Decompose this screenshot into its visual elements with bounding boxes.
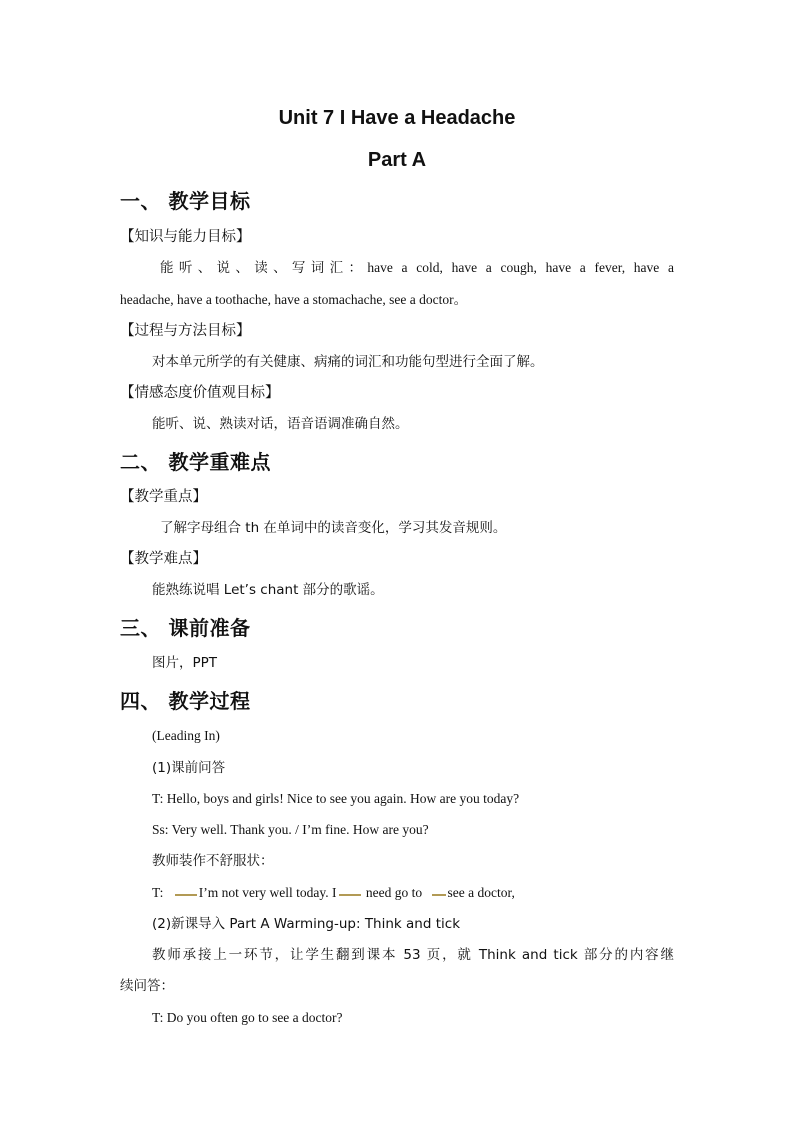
dialogue-t2 — [152, 883, 515, 903]
emotion-objectives-text: 能听、说、熟读对话，语音语调准确自然。 — [152, 416, 409, 432]
label-teaching-difficulty: 【教学难点】 — [120, 551, 207, 567]
knowledge-line-2: headache, have a toothache, have a stomachache, see a doctor。 — [120, 292, 468, 307]
teacher-action: 教师装作不舒服状： — [152, 853, 274, 869]
document-subtitle: Part A — [367, 149, 427, 171]
teaching-difficulty-text: 能熟练说唱 Let’s chant 部分的歌谣。 — [152, 582, 384, 598]
label-teaching-focus: 【教学重点】 — [120, 489, 207, 505]
section-heading-key-points: 二、 教学重难点 — [120, 450, 271, 474]
process-leading-in: (Leading In) — [152, 728, 220, 743]
section-heading-preparation: 三、 课前准备 — [120, 616, 251, 640]
blank-line — [432, 894, 446, 896]
label-process-objectives: 【过程与方法目标】 — [120, 323, 251, 339]
dialogue-ss: Ss: Very well. Thank you. / I’m fine. How are you? — [152, 822, 429, 837]
knowledge-line-1: 能听、说、读、写词汇：have a cold, have a cough, have a fever, have a — [160, 260, 674, 275]
blank-line — [175, 894, 197, 896]
dialogue-t2-part2: need go to — [365, 885, 423, 900]
dialogue-t2-speaker: T: — [152, 885, 164, 900]
preparation-text: 图片，PPT — [152, 655, 218, 671]
process-q2: (2)新课导入 Part A Warming-up: Think and tick — [152, 916, 461, 932]
section-heading-objectives: 一、 教学目标 — [120, 189, 251, 213]
dialogue-t2-part1: I’m not very well today. I — [198, 885, 337, 900]
dialogue-t2-part3: see a doctor, — [447, 885, 515, 900]
continuation-line-2: 续问答： — [120, 978, 174, 994]
label-emotion-objectives: 【情感态度价值观目标】 — [120, 385, 280, 401]
section-heading-process: 四、 教学过程 — [120, 689, 251, 713]
document-title: Unit 7 I Have a Headache — [278, 107, 516, 129]
teaching-focus-text: 了解字母组合 th 在单词中的读音变化，学习其发音规则。 — [160, 520, 507, 536]
dialogue-t3: T: Do you often go to see a doctor? — [152, 1010, 343, 1025]
process-objectives-text: 对本单元所学的有关健康、病痛的词汇和功能句型进行全面了解。 — [152, 354, 544, 370]
blank-line — [339, 894, 361, 896]
dialogue-t1: T: Hello, boys and girls! Nice to see you again. How are you today? — [152, 791, 520, 806]
continuation-line-1: 教师承接上一环节，让学生翻到课本 53 页，就 Think and tick 部分的内容继 — [152, 947, 674, 963]
label-knowledge-objectives: 【知识与能力目标】 — [120, 229, 251, 245]
process-q1: (1)课前问答 — [152, 760, 226, 776]
